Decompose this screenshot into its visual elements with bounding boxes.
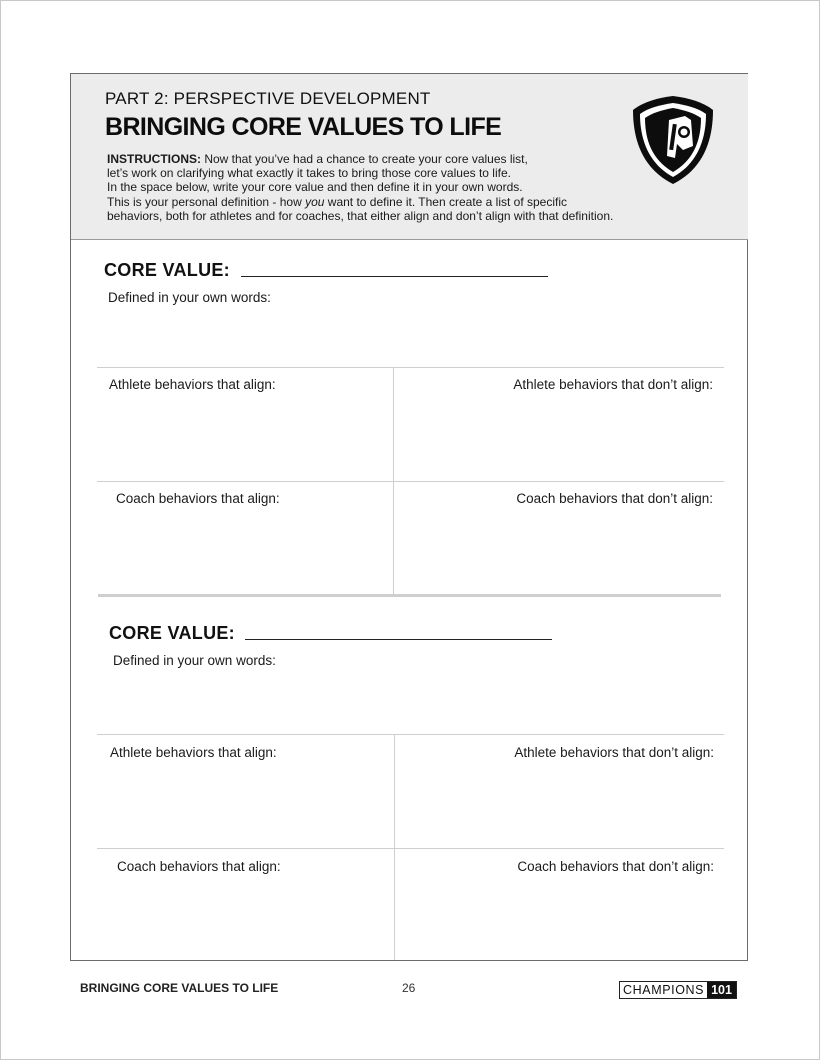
section-divider <box>98 594 721 597</box>
instructions-text-1: Now that you’ve had a chance to create your core values list, <box>201 152 528 166</box>
whistle-shield-icon <box>631 94 715 186</box>
row-divider <box>97 367 724 368</box>
column-divider <box>394 734 395 960</box>
worksheet-header <box>71 74 748 240</box>
instructions-text-4a: This is your personal definition - how <box>107 194 306 209</box>
instructions-line-2: let’s work on clarifying what exactly it takes to bring those core values to life. <box>107 166 511 181</box>
part-heading: PART 2: PERSPECTIVE DEVELOPMENT <box>105 89 431 108</box>
athlete-not-align-label: Athlete behaviors that don’t align: <box>514 745 714 760</box>
instructions <box>107 152 707 223</box>
core-value-label: CORE VALUE: <box>104 260 230 280</box>
instructions-text-4c: want to define it. Then create a list of specific <box>324 194 568 209</box>
instructions-line-3: In the space below, write your core value and then define it in your own words. <box>107 180 523 195</box>
coach-align-label: Coach behaviors that align: <box>116 491 280 506</box>
athlete-align-label: Athlete behaviors that align: <box>110 745 277 760</box>
instructions-label: INSTRUCTIONS: <box>107 152 201 166</box>
row-divider <box>97 481 724 482</box>
brand-number: 101 <box>707 982 736 998</box>
brand-logo <box>619 981 737 999</box>
instructions-line-5: behaviors, both for athletes and for coaches, that either align and don’t align with that definition. <box>107 208 614 223</box>
coach-not-align-label: Coach behaviors that don’t align: <box>517 859 714 874</box>
instructions-line-4 <box>107 195 707 209</box>
page-title: BRINGING CORE VALUES TO LIFE <box>105 113 502 141</box>
row-divider <box>97 734 724 735</box>
brand-text: CHAMPIONS <box>623 983 705 997</box>
core-value-label: CORE VALUE: <box>109 623 235 643</box>
coach-align-label: Coach behaviors that align: <box>117 859 281 874</box>
instructions-line-1 <box>107 152 707 166</box>
row-divider <box>97 848 724 849</box>
page-number: 26 <box>402 981 416 995</box>
athlete-align-label: Athlete behaviors that align: <box>109 377 276 392</box>
core-value-input-line[interactable] <box>245 639 552 640</box>
coach-not-align-label: Coach behaviors that don’t align: <box>516 491 713 506</box>
instructions-emphasis: you <box>305 194 325 209</box>
athlete-not-align-label: Athlete behaviors that don’t align: <box>513 377 713 392</box>
footer-title: BRINGING CORE VALUES TO LIFE <box>80 981 279 995</box>
defined-label: Defined in your own words: <box>108 290 271 305</box>
core-value-input-line[interactable] <box>241 276 548 277</box>
defined-label: Defined in your own words: <box>113 653 276 668</box>
